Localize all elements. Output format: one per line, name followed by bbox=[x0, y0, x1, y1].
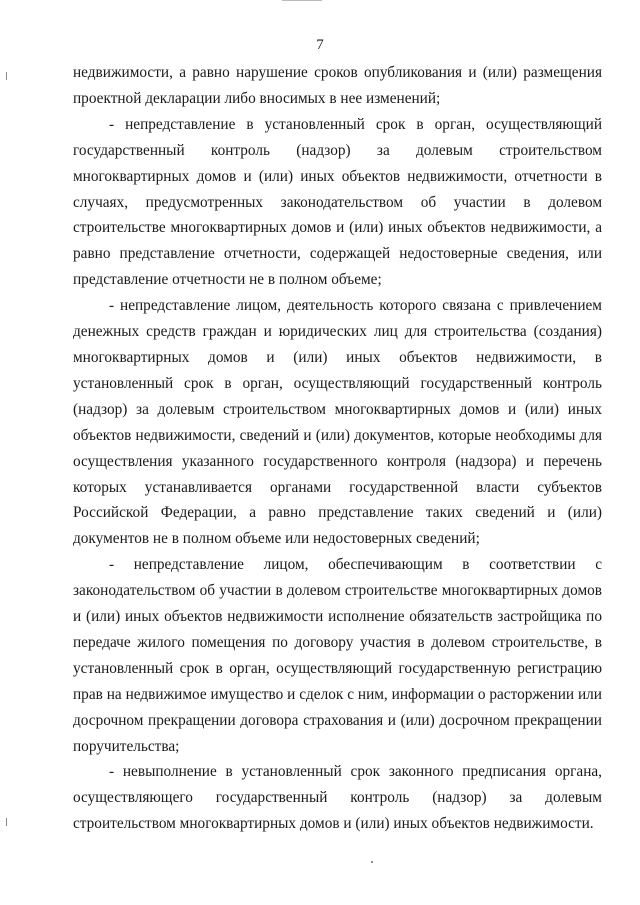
scan-edge-mark bbox=[282, 0, 322, 1]
paragraph-continuation: недвижимости, а равно нарушение сроков опубликования и (или) размещения проектной декларации либо вносимых в нее изменений; bbox=[73, 64, 602, 107]
scan-margin-mark bbox=[6, 818, 7, 826]
paragraph-documents-violation: - непредставление лицом, деятельность которого связана с привлечением денежных средств граждан и юридических лиц для строительства (создания) многоквартирных домов и (или) иных объектов недвижимости, в установленный срок в орган, осуществляющий государственный контроль (надзор) за долевым строительством многоквартирных домов и (или) иных объектов недвижимости, сведений и (или) документов, которые необходимы для осуществления указанного государственного контроля (надзора) и перечень которых устанавливается органами государственной власти субъектов Российской Федерации, а равно представление таких сведений и (или) документов не в полном объеме или недостоверных сведений; bbox=[73, 297, 602, 548]
paragraph-reporting-violation: - непредставление в установленный срок в орган, осуществляющий государственный контроль (надзор) за долевым строительством многоквартирных домов и (или) иных объектов недвижимости, отчетности в случаях, предусмотренных законодательством об участии в долевом строительстве многоквартирных домов и (или) иных объектов недвижимости, а равно представление отчетности, содержащей недостоверные сведения, или представление отчетности не в полном объеме; bbox=[73, 115, 602, 289]
scan-speck bbox=[371, 861, 373, 863]
document-body bbox=[73, 60, 602, 837]
scan-margin-mark bbox=[6, 72, 7, 80]
paragraph-insurance-violation: - непредставление лицом, обеспечивающим в соответствии с законодательством об участии в долевом строительстве многоквартирных домов и (или) иных объектов недвижимости исполнение обязательств застройщика по передаче жилого помещения по договору участия в долевом строительстве, в установленный срок в орган, осуществляющий государственную регистрацию прав на недвижимое имущество и сделок с ним, информации о расторжении или досрочном прекращении договора страхования и (или) досрочном прекращении поручительства; bbox=[73, 556, 602, 755]
page-number: 7 bbox=[316, 37, 324, 53]
paragraph-order-violation: - невыполнение в установленный срок законного предписания органа, осуществляющего государственный контроль (надзор) за долевым строительством многоквартирных домов и (или) иных объектов недвижимости. bbox=[73, 763, 602, 833]
